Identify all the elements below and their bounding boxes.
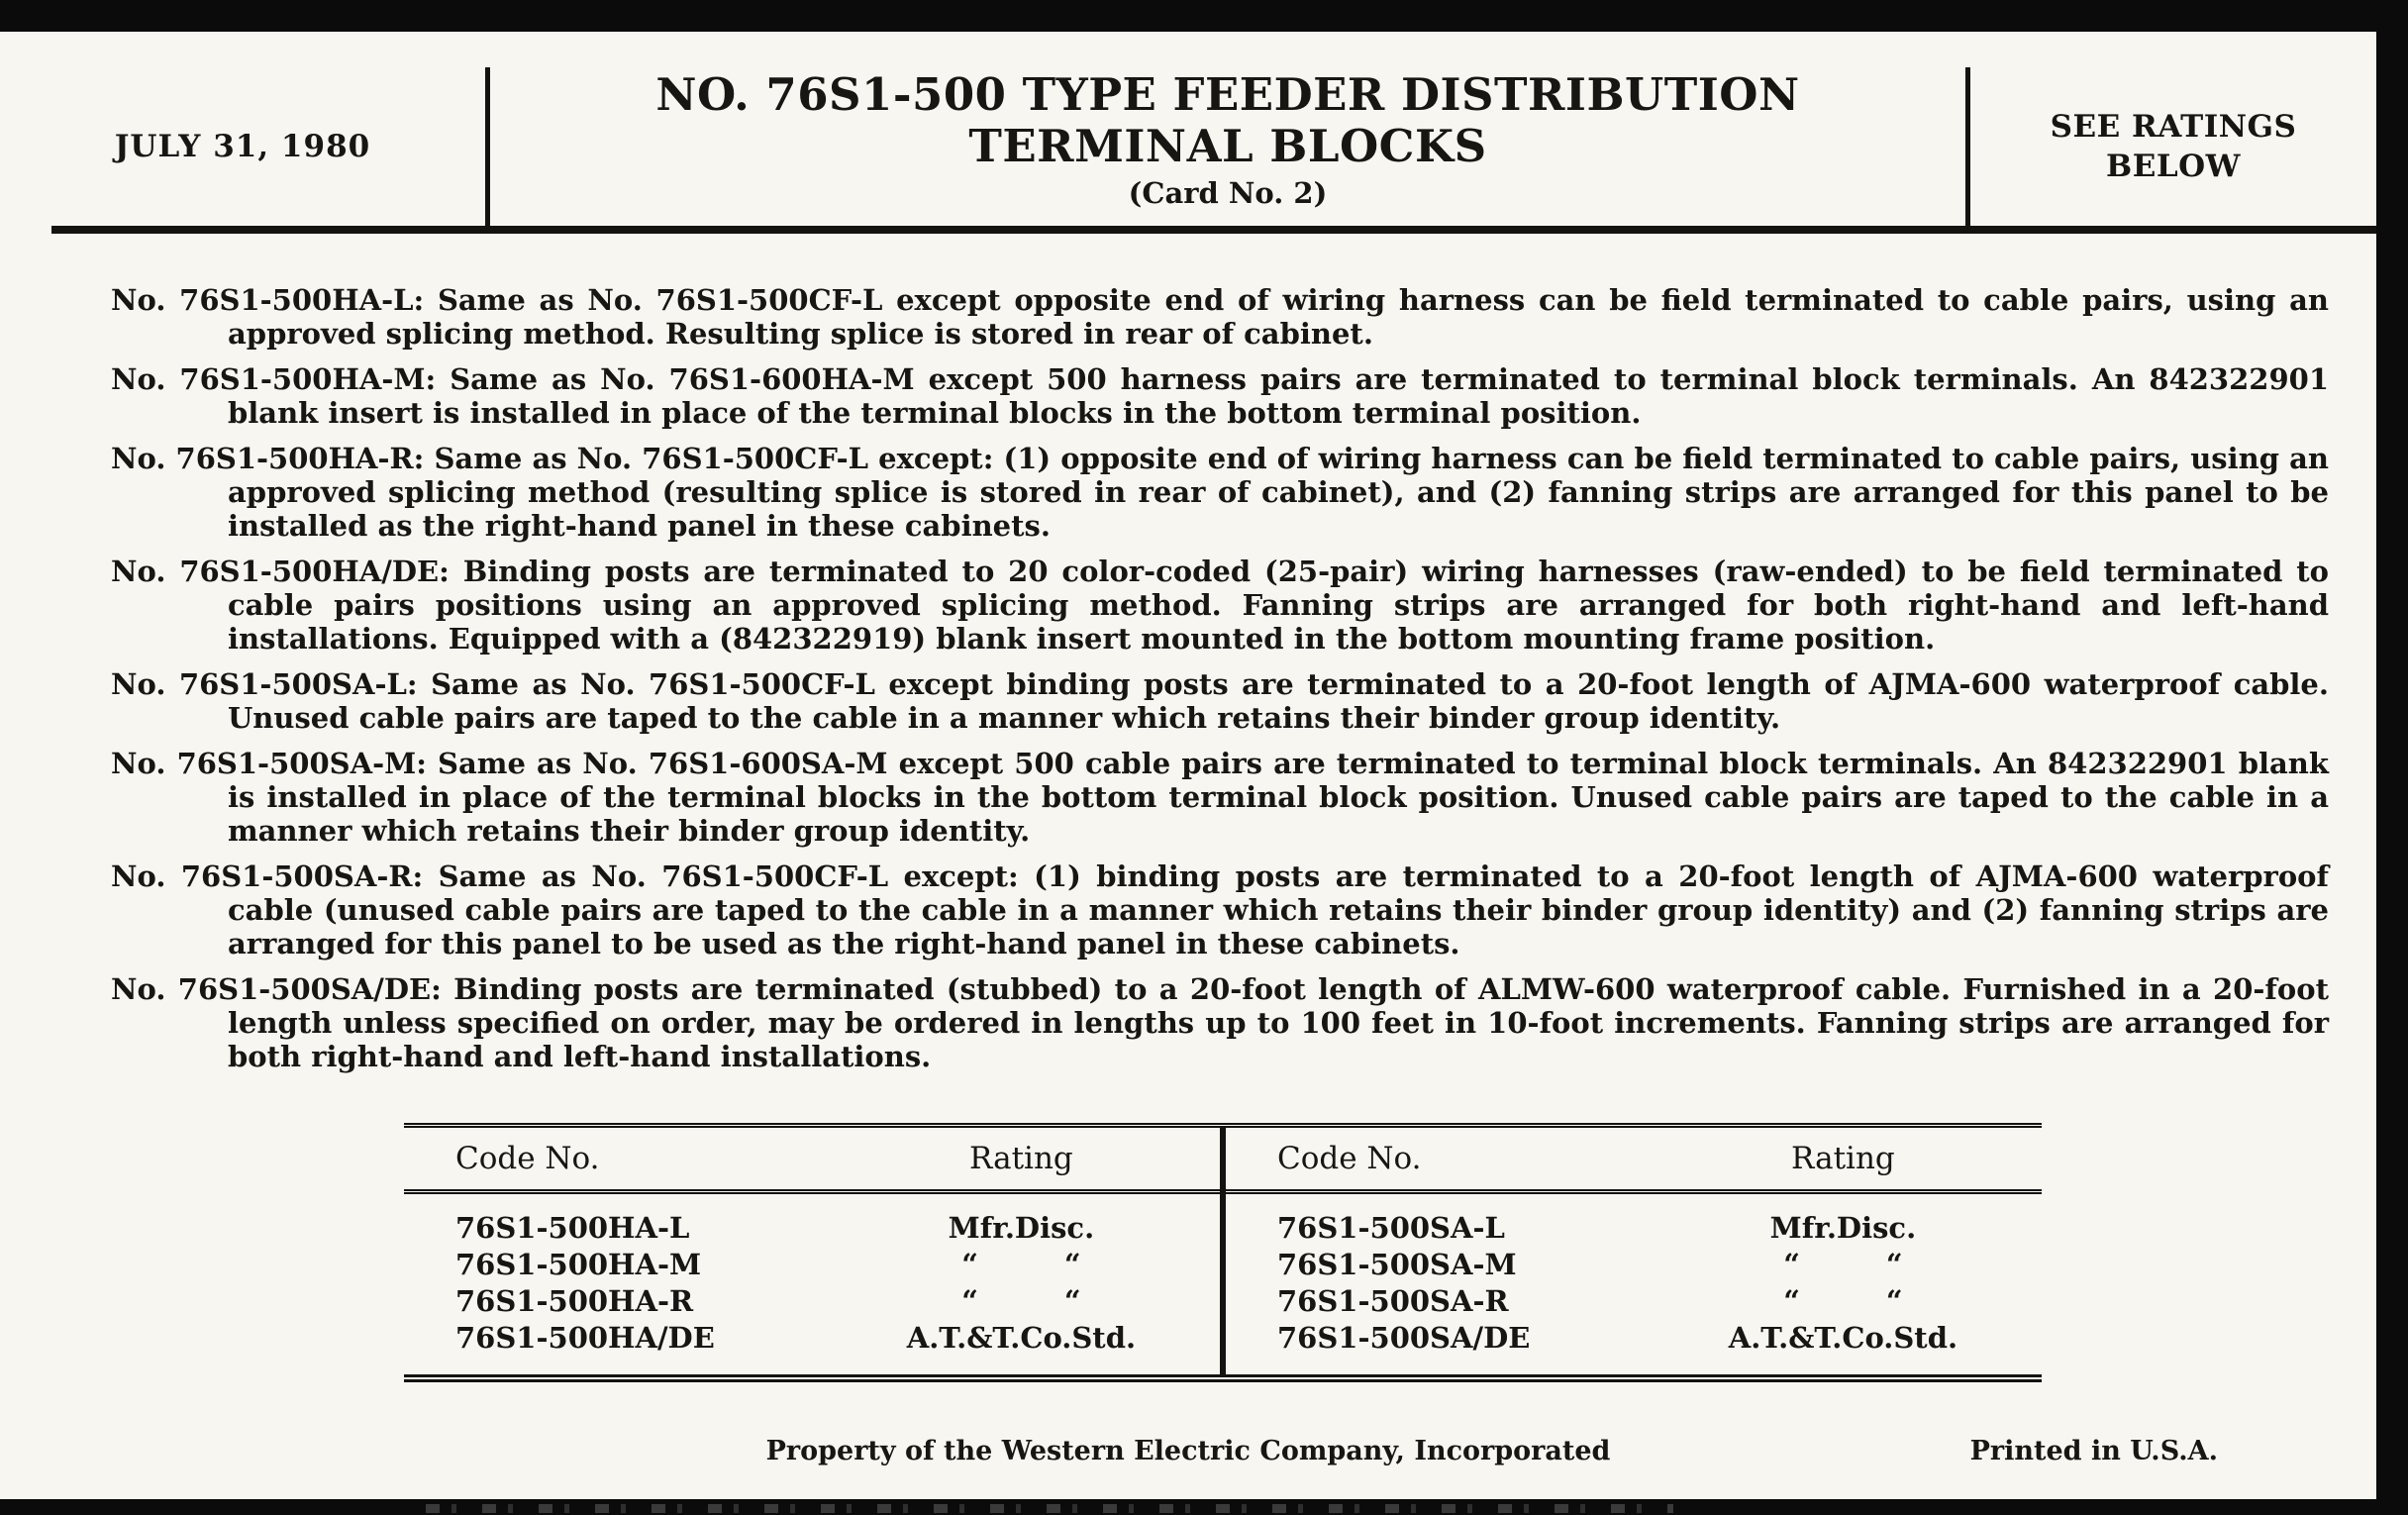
document-title-line-2: TERMINAL BLOCKS bbox=[968, 120, 1487, 172]
ratings-table bbox=[404, 1123, 2042, 1382]
paragraph-label: No. 76S1-500SA-M: bbox=[111, 747, 427, 780]
table-row bbox=[1226, 1320, 2042, 1357]
rating-cell: “ “ bbox=[961, 1248, 1081, 1281]
document-title-line-1: NO. 76S1-500 TYPE FEEDER DISTRIBUTION bbox=[655, 68, 1800, 121]
paragraph-text: Same as No. 76S1-600HA-M except 500 harness pairs are terminated to terminal block terminals. An 842322901 blank insert is installed in place of the terminal blocks in the bottom terminal position. bbox=[228, 362, 2329, 430]
paragraph-text: Same as No. 76S1-500CF-L except: (1) opposite end of wiring harness can be field terminated to cable pairs, using an approved splicing method (resulting splice is stored in rear of cabinet), and (2) fanning strips are arranged for this panel to be installed as the right-hand panel in these cabinets. bbox=[228, 442, 2330, 543]
rating-cell: A.T.&T.Co.Std. bbox=[906, 1321, 1137, 1355]
document-card bbox=[0, 32, 2376, 1499]
body-text bbox=[111, 283, 2329, 1085]
code-cell: 76S1-500HA/DE bbox=[455, 1321, 715, 1355]
document-footer bbox=[0, 1436, 2376, 1469]
paragraph-label: No. 76S1-500HA-M: bbox=[111, 362, 437, 396]
column-header-code: Code No. bbox=[1277, 1141, 1422, 1176]
ratings-table-right bbox=[1226, 1128, 2042, 1374]
paragraph-76s1-500sa-m bbox=[111, 747, 2329, 848]
paragraph-label: No. 76S1-500HA-R: bbox=[111, 442, 425, 475]
issue-date: JULY 31, 1980 bbox=[114, 129, 371, 164]
paragraph-label: No. 76S1-500HA/DE: bbox=[111, 555, 450, 588]
table-row bbox=[404, 1247, 1220, 1283]
code-cell: 76S1-500HA-L bbox=[455, 1211, 690, 1245]
column-header-rating: Rating bbox=[969, 1141, 1073, 1176]
paragraph-76s1-500sa-r bbox=[111, 859, 2329, 960]
header-rule bbox=[51, 226, 2376, 234]
table-body bbox=[404, 1194, 1220, 1374]
paragraph-text: Same as No. 76S1-500CF-L except opposite end of wiring harness can be field terminated to cable pairs, using an approved splicing method. Resulting splice is stored in rear of cabinet. bbox=[228, 283, 2329, 351]
column-header-code: Code No. bbox=[455, 1141, 600, 1176]
code-cell: 76S1-500HA-R bbox=[455, 1284, 694, 1318]
table-header-row bbox=[404, 1128, 1220, 1194]
ratings-table-left bbox=[404, 1128, 1220, 1374]
scan-edge-right bbox=[2376, 0, 2408, 1515]
paragraph-76s1-500ha-r bbox=[111, 442, 2329, 543]
paragraph-label: No. 76S1-500SA/DE: bbox=[111, 972, 442, 1006]
paragraph-text: Same as No. 76S1-500CF-L except: (1) binding posts are terminated to a 20-foot length of AJMA-600 waterproof cable (unused cable pairs are taped to the cable in a manner which retains their binder group identity) and (2) fanning strips are arranged for this panel to be used as the right-hand panel in these cabinets. bbox=[228, 859, 2329, 960]
document-header bbox=[0, 67, 2376, 226]
property-notice: Property of the Western Electric Company, Incorporated bbox=[765, 1436, 1611, 1466]
paragraph-text: Binding posts are terminated to 20 color-coded (25-pair) wiring harnesses (raw-ended) to be field terminated to cable pairs positions using an approved splicing method. Fanning strips are arranged for both right-hand and left-hand installations. Equipped with a (842322919) blank insert mounted in the bottom mounting frame position. bbox=[228, 555, 2329, 656]
rating-cell: “ “ bbox=[1783, 1284, 1903, 1318]
scan-bleed-smudge bbox=[426, 1504, 1673, 1513]
table-row bbox=[404, 1210, 1220, 1247]
paragraph-label: No. 76S1-500HA-L: bbox=[111, 283, 425, 317]
code-cell: 76S1-500SA-L bbox=[1277, 1211, 1505, 1245]
rating-cell: “ “ bbox=[1783, 1248, 1903, 1281]
table-header-row bbox=[1226, 1128, 2042, 1194]
table-row bbox=[1226, 1283, 2042, 1320]
paragraph-label: No. 76S1-500SA-R: bbox=[111, 859, 424, 893]
rating-cell: “ “ bbox=[961, 1284, 1081, 1318]
paragraph-text: Binding posts are terminated (stubbed) to a 20-foot length of ALMW-600 waterproof cable. Furnished in a 20-foot length unless specified on order, may be ordered in lengths up to 100 feet in 10-foot increments. Fanning strips are arranged for both right-hand and left-hand installations. bbox=[228, 972, 2329, 1073]
paragraph-text: Same as No. 76S1-600SA-M except 500 cable pairs are terminated to terminal block terminals. An 842322901 blank is installed in place of the terminal blocks in the bottom terminal block position. Unused cable pairs are taped to the cable in a manner which retains their binder group identity. bbox=[228, 747, 2329, 848]
paragraph-76s1-500ha-l bbox=[111, 283, 2329, 351]
paragraph-76s1-500sa-de bbox=[111, 972, 2329, 1073]
code-cell: 76S1-500SA-M bbox=[1277, 1248, 1517, 1281]
rating-cell: Mfr.Disc. bbox=[948, 1211, 1095, 1245]
ratings-note bbox=[1970, 67, 2376, 226]
table-row bbox=[404, 1320, 1220, 1357]
card-number-subtitle: (Card No. 2) bbox=[1128, 176, 1328, 210]
column-header-rating: Rating bbox=[1791, 1141, 1895, 1176]
rating-cell: A.T.&T.Co.Std. bbox=[1728, 1321, 1958, 1355]
table-row bbox=[1226, 1210, 2042, 1247]
ratings-note-line-1: SEE RATINGS bbox=[2050, 109, 2297, 145]
table-row bbox=[404, 1283, 1220, 1320]
table-body bbox=[1226, 1194, 2042, 1374]
rating-cell: Mfr.Disc. bbox=[1769, 1211, 1917, 1245]
paragraph-label: No. 76S1-500SA-L: bbox=[111, 667, 418, 701]
paragraph-text: Same as No. 76S1-500CF-L except binding posts are terminated to a 20-foot length of AJMA-600 waterproof cable. Unused cable pairs are taped to the cable in a manner which retains their binder group identity. bbox=[228, 667, 2329, 735]
ratings-note-line-2: BELOW bbox=[2106, 149, 2241, 184]
code-cell: 76S1-500SA-R bbox=[1277, 1284, 1509, 1318]
scan-edge-bottom bbox=[0, 1499, 2408, 1515]
code-cell: 76S1-500HA-M bbox=[455, 1248, 702, 1281]
code-cell: 76S1-500SA/DE bbox=[1277, 1321, 1531, 1355]
printed-in-usa-notice: Printed in U.S.A. bbox=[1969, 1436, 2218, 1466]
paragraph-76s1-500sa-l bbox=[111, 667, 2329, 735]
table-row bbox=[1226, 1247, 2042, 1283]
title-block bbox=[485, 67, 1970, 226]
paragraph-76s1-500ha-de bbox=[111, 555, 2329, 656]
paragraph-76s1-500ha-m bbox=[111, 362, 2329, 430]
